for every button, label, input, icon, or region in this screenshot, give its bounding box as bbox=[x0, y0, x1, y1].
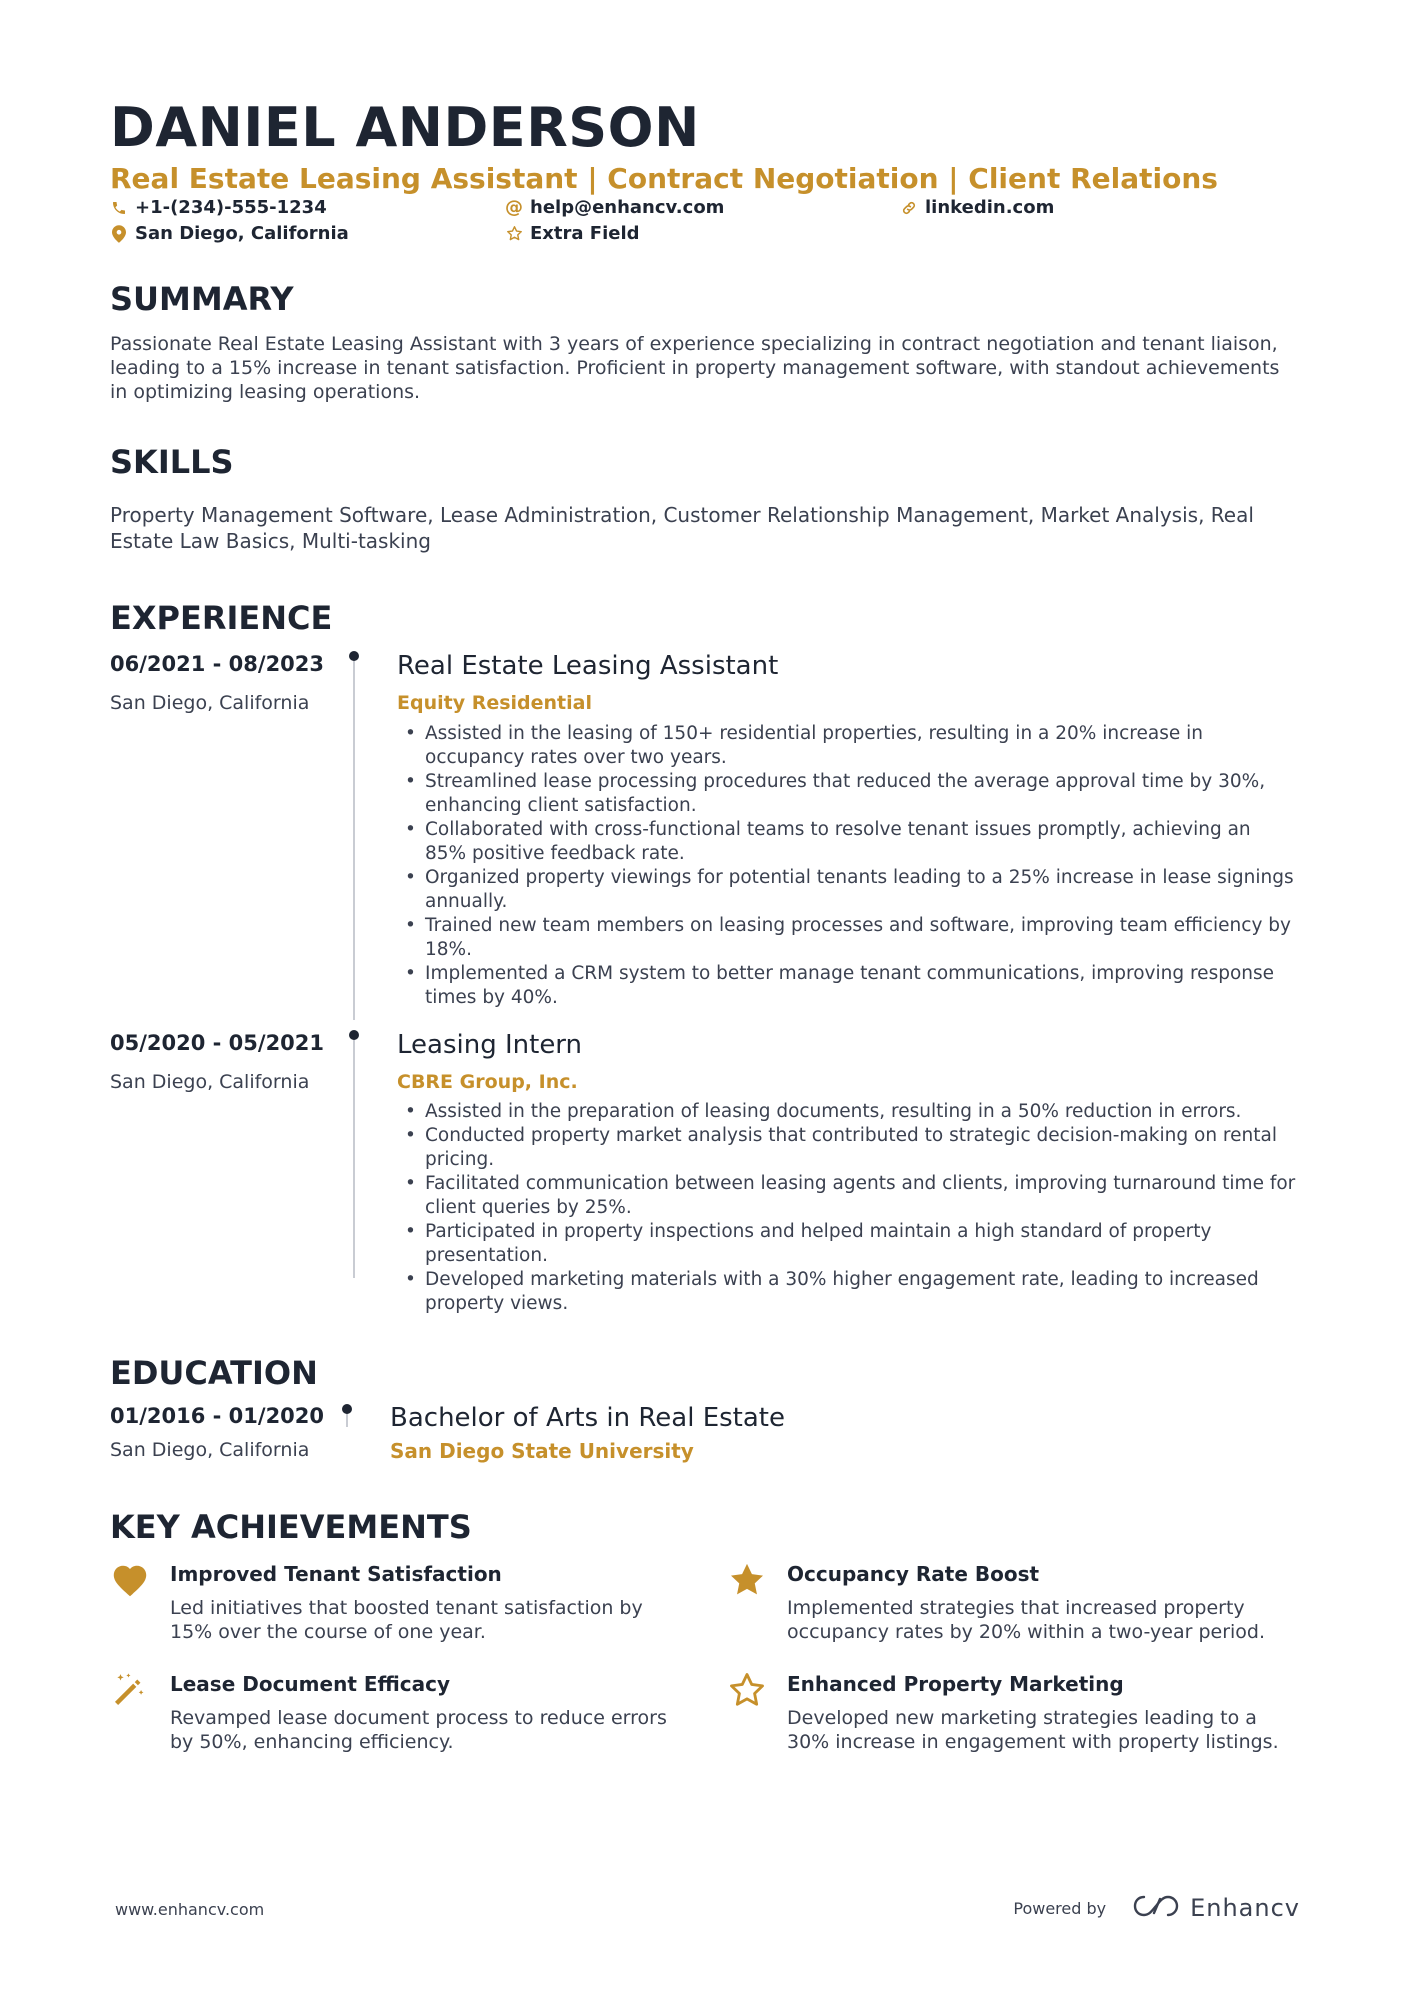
timeline-dot bbox=[342, 1404, 352, 1414]
enhancv-logo-icon bbox=[1132, 1893, 1180, 1923]
timeline-line bbox=[353, 1036, 355, 1278]
bullet-item: • Collaborated with cross-functional teams to resolve tenant issues promptly, achieving an 85% positive feedback rate. bbox=[397, 818, 1297, 866]
timeline-dot bbox=[349, 651, 359, 661]
star-filled-icon bbox=[727, 1560, 767, 1600]
achievement-title: Enhanced Property Marketing bbox=[787, 1672, 1124, 1696]
bullet-item: • Assisted in the leasing of 150+ residential properties, resulting in a 20% increase in occupancy rates over two years. bbox=[397, 722, 1297, 770]
achievement-desc: Developed new marketing strategies leading to a 30% increase in engagement with property listings. bbox=[787, 1707, 1279, 1753]
magic-wand-icon bbox=[110, 1670, 150, 1710]
experience-role: Leasing Intern bbox=[397, 1030, 583, 1060]
skills-text: Property Management Software, Lease Administration, Customer Relationship Management, Market Analysis, Real Estate Law Basics, Multi-tasking bbox=[110, 503, 1254, 553]
experience-role: Real Estate Leasing Assistant bbox=[397, 651, 779, 681]
contact-phone bbox=[110, 197, 327, 218]
achievement-desc: Led initiatives that boosted tenant satisfaction by 15% over the course of one year. bbox=[170, 1597, 643, 1643]
footer-powered bbox=[1013, 1893, 1300, 1923]
bullet-item: • Developed marketing materials with a 30% higher engagement rate, leading to increased property views. bbox=[397, 1268, 1297, 1316]
timeline-line bbox=[353, 658, 355, 1020]
heart-icon bbox=[110, 1560, 150, 1600]
linkedin-text[interactable]: linkedin.com bbox=[925, 197, 1055, 218]
experience-dates: 05/2020 - 05/2021 bbox=[110, 1031, 325, 1055]
map-pin-icon bbox=[110, 225, 128, 243]
summary-text: Passionate Real Estate Leasing Assistant with 3 years of experience specializing in contract negotiation and tenant liaison, leading to a 15% increase in tenant satisfaction. Proficient in property management software, with standout achievements in optimizing leasing operations. bbox=[110, 333, 1280, 403]
achievement-title: Lease Document Efficacy bbox=[170, 1672, 451, 1696]
contact-email bbox=[505, 197, 724, 218]
education-location: San Diego, California bbox=[110, 1439, 310, 1461]
experience-company: Equity Residential bbox=[397, 692, 592, 714]
bullet-item: • Facilitated communication between leasing agents and clients, improving turnaround time for client queries by 25%. bbox=[397, 1172, 1297, 1220]
bullet-item: • Participated in property inspections and helped maintain a high standard of property presentation. bbox=[397, 1220, 1297, 1268]
at-sign-icon: @ bbox=[505, 197, 523, 218]
bullet-item: • Implemented a CRM system to better manage tenant communications, improving response times by 40%. bbox=[397, 962, 1297, 1010]
candidate-name: DANIEL ANDERSON bbox=[110, 96, 700, 159]
experience-location: San Diego, California bbox=[110, 692, 310, 714]
link-icon bbox=[900, 199, 918, 217]
education-dates: 01/2016 - 01/2020 bbox=[110, 1404, 325, 1428]
contact-location bbox=[110, 223, 349, 244]
location-text: San Diego, California bbox=[135, 223, 349, 244]
footer-website[interactable]: www.enhancv.com bbox=[115, 1900, 265, 1919]
bullet-item: • Streamlined lease processing procedures that reduced the average approval time by 30%, enhancing client satisfaction. bbox=[397, 770, 1297, 818]
email-text[interactable]: help@enhancv.com bbox=[530, 197, 725, 218]
bullet-item: • Conducted property market analysis that contributed to strategic decision-making on rental pricing. bbox=[397, 1124, 1297, 1172]
education-degree: Bachelor of Arts in Real Estate bbox=[390, 1403, 786, 1433]
experience-company: CBRE Group, Inc. bbox=[397, 1071, 578, 1093]
experience-dates: 06/2021 - 08/2023 bbox=[110, 652, 325, 676]
experience-bullets bbox=[397, 722, 1297, 1010]
contact-extra bbox=[505, 223, 640, 244]
education-title: EDUCATION bbox=[110, 1354, 318, 1392]
education-school: San Diego State University bbox=[390, 1439, 694, 1463]
experience-location: San Diego, California bbox=[110, 1071, 310, 1093]
experience-bullets bbox=[397, 1100, 1297, 1316]
star-outline-icon bbox=[727, 1670, 767, 1710]
achievement-desc: Implemented strategies that increased property occupancy rates by 20% within a two-year period. bbox=[787, 1597, 1266, 1643]
bullet-item: • Trained new team members on leasing processes and software, improving team efficiency by 18%. bbox=[397, 914, 1297, 962]
phone-icon bbox=[110, 199, 128, 217]
summary-title: SUMMARY bbox=[110, 280, 294, 318]
timeline-dot bbox=[349, 1030, 359, 1040]
resume-page bbox=[110, 0, 1300, 1995]
extra-field-text: Extra Field bbox=[530, 223, 640, 244]
bullet-item: • Organized property viewings for potential tenants leading to a 25% increase in lease signings annually. bbox=[397, 866, 1297, 914]
powered-by-label: Powered by bbox=[1013, 1898, 1107, 1918]
achievement-title: Occupancy Rate Boost bbox=[787, 1562, 1040, 1586]
phone-text[interactable]: +1-(234)-555-1234 bbox=[135, 197, 327, 218]
contact-linkedin bbox=[900, 197, 1054, 218]
bullet-item: • Assisted in the preparation of leasing documents, resulting in a 50% reduction in errors. bbox=[397, 1100, 1297, 1124]
achievement-title: Improved Tenant Satisfaction bbox=[170, 1562, 502, 1586]
star-outline-icon bbox=[505, 225, 523, 243]
skills-title: SKILLS bbox=[110, 443, 234, 481]
brand-name: Enhancv bbox=[1190, 1894, 1300, 1922]
achievements-title: KEY ACHIEVEMENTS bbox=[110, 1508, 472, 1546]
experience-title: EXPERIENCE bbox=[110, 599, 333, 637]
achievement-desc: Revamped lease document process to reduce errors by 50%, enhancing efficiency. bbox=[170, 1707, 667, 1753]
candidate-headline: Real Estate Leasing Assistant | Contract Negotiation | Client Relations bbox=[110, 162, 1218, 195]
